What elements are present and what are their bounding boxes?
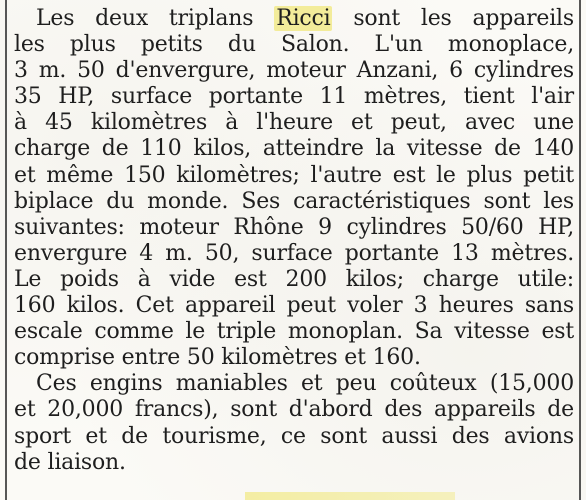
article-line: 160 kilos. Cet appareil peut voler 3 heures sans — [14, 293, 574, 319]
article-line: Ces engins maniables et peu coûteux (15,000 — [36, 371, 574, 397]
article-line: et 20,000 francs), sont d'abord des appareils de — [14, 397, 574, 423]
article-line: de liaison. — [14, 449, 126, 475]
next-line-fragment-highlight — [245, 492, 455, 500]
article-line: escale comme le triple monoplan. Sa vitesse est — [14, 319, 574, 345]
line-text: sont les appareils — [332, 6, 574, 31]
article-line: et même 150 kilomètres; l'autre est le plus petit — [14, 162, 574, 188]
line-text: Les deux triplans — [36, 6, 275, 31]
article-line: 3 m. 50 d'envergure, moteur Anzani, 6 cylindres — [14, 58, 574, 84]
article-line: charge de 110 kilos, atteindre la vitesse de 140 — [14, 136, 574, 162]
column-rule-right — [579, 0, 581, 500]
article-line: envergure 4 m. 50, surface portante 13 mètres. — [14, 240, 574, 266]
article-line — [14, 6, 574, 32]
article-line: à 45 kilomètres à l'heure et peut, avec une — [14, 110, 574, 136]
article-line: Le poids à vide est 200 kilos; charge utile: — [14, 266, 574, 292]
article-line: comprise entre 50 kilomètres et 160. — [14, 345, 421, 371]
article-line: suivantes: moteur Rhône 9 cylindres 50/60 HP, — [14, 214, 574, 240]
article-line: les plus petits du Salon. L'un monoplace, — [14, 32, 574, 58]
article-line: sport et de tourisme, ce sont aussi des avions — [14, 423, 574, 449]
article-line: 35 HP, surface portante 11 mètres, tient l'air — [14, 84, 574, 110]
article-body — [14, 6, 574, 476]
article-line: biplace du monde. Ses caractéristiques sont les — [14, 188, 574, 214]
highlighted-term: Ricci — [276, 6, 331, 31]
column-rule-left — [5, 0, 7, 500]
